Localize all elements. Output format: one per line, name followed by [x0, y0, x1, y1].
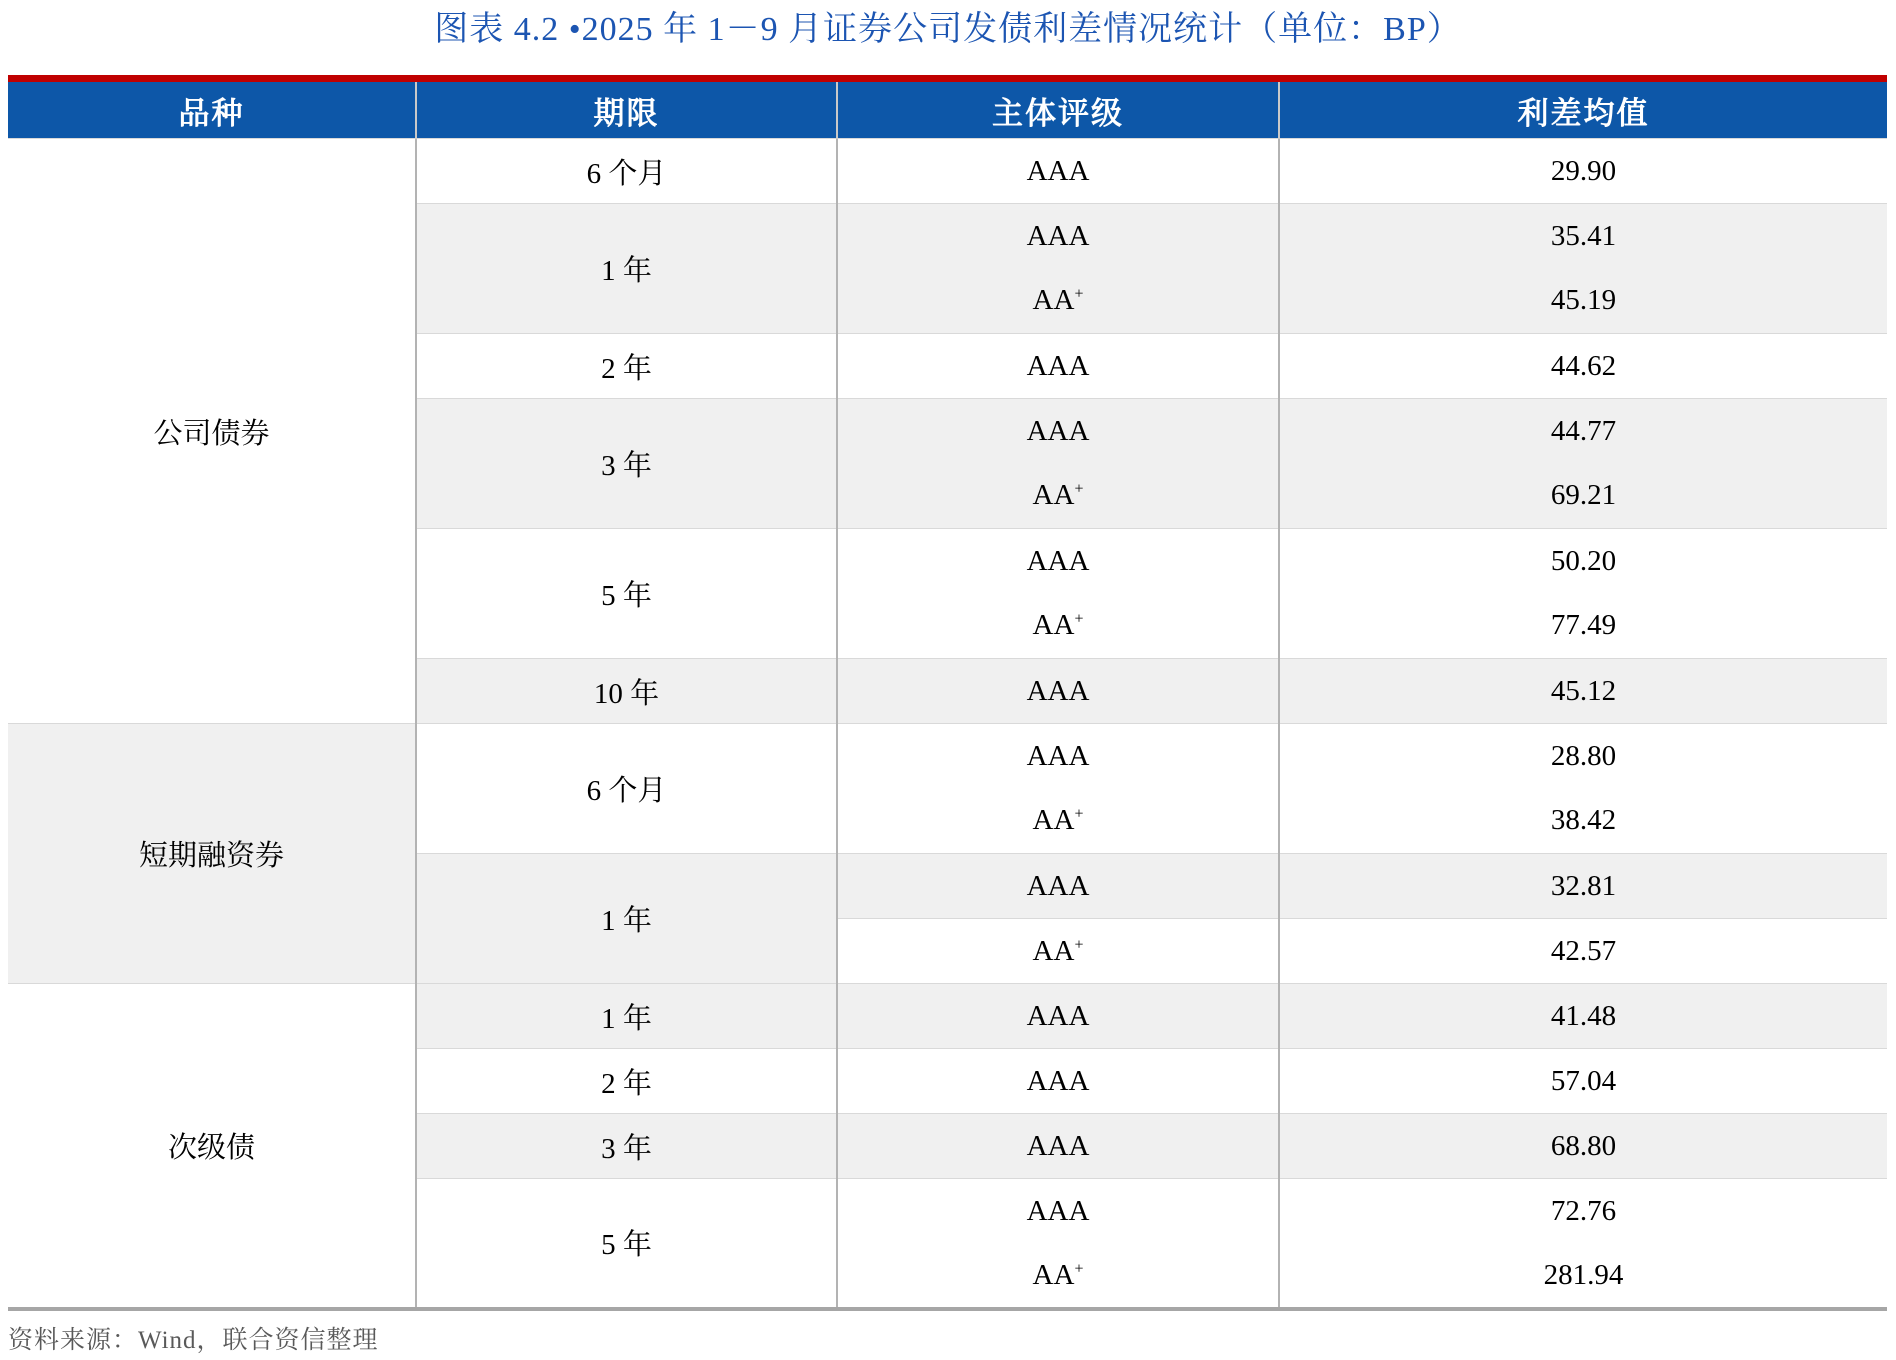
- table-row: [8, 139, 1887, 204]
- spread-cell: 45.12: [1279, 659, 1887, 724]
- table-row: [8, 724, 1887, 789]
- spread-cell: 29.90: [1279, 139, 1887, 204]
- spread-cell: 57.04: [1279, 1049, 1887, 1114]
- spread-cell: 41.48: [1279, 984, 1887, 1049]
- term-cell: 6 个月: [416, 724, 837, 854]
- figure-title: 图表 4.2 •2025 年 1－9 月证券公司发债利差情况统计（单位：BP）: [434, 11, 1462, 48]
- spread-cell: 50.20: [1279, 529, 1887, 594]
- term-cell: 10 年: [416, 659, 837, 724]
- rating-superscript-plus: +: [1074, 1259, 1084, 1277]
- rating-superscript-plus: +: [1074, 285, 1084, 303]
- rating-cell: AA+: [837, 789, 1279, 854]
- col-header-spread: 利差均值: [1279, 79, 1887, 139]
- spread-cell: 44.77: [1279, 399, 1887, 464]
- rating-cell: AAA: [837, 399, 1279, 464]
- spread-cell: 32.81: [1279, 854, 1887, 919]
- rating-cell: AA+: [837, 269, 1279, 334]
- table-row: [8, 984, 1887, 1049]
- col-header-variety: 品种: [8, 79, 416, 139]
- table-body: [8, 139, 1887, 1309]
- rating-cell: AAA: [837, 854, 1279, 919]
- rating-cell: AAA: [837, 659, 1279, 724]
- spread-cell: 72.76: [1279, 1179, 1887, 1244]
- spread-cell: 69.21: [1279, 464, 1887, 529]
- rating-cell: AA+: [837, 1244, 1279, 1309]
- spread-cell: 281.94: [1279, 1244, 1887, 1309]
- term-cell: 5 年: [416, 1179, 837, 1309]
- table-header-row: [8, 79, 1887, 139]
- rating-cell: AAA: [837, 1179, 1279, 1244]
- rating-cell: AA+: [837, 919, 1279, 984]
- spread-cell: 42.57: [1279, 919, 1887, 984]
- spread-cell: 38.42: [1279, 789, 1887, 854]
- variety-cell: 公司债券: [8, 139, 416, 724]
- rating-cell: AAA: [837, 1049, 1279, 1114]
- rating-cell: AAA: [837, 1114, 1279, 1179]
- spread-cell: 35.41: [1279, 204, 1887, 269]
- term-cell: 2 年: [416, 334, 837, 399]
- term-cell: 1 年: [416, 204, 837, 334]
- col-header-rating: 主体评级: [837, 79, 1279, 139]
- variety-cell: 短期融资券: [8, 724, 416, 984]
- term-cell: 3 年: [416, 399, 837, 529]
- col-header-term: 期限: [416, 79, 837, 139]
- spread-table: [8, 75, 1887, 1311]
- spread-cell: 28.80: [1279, 724, 1887, 789]
- rating-superscript-plus: +: [1074, 610, 1084, 628]
- rating-cell: AA+: [837, 594, 1279, 659]
- term-cell: 5 年: [416, 529, 837, 659]
- term-cell: 2 年: [416, 1049, 837, 1114]
- rating-superscript-plus: +: [1074, 805, 1084, 823]
- rating-cell: AA+: [837, 464, 1279, 529]
- term-cell: 1 年: [416, 984, 837, 1049]
- rating-cell: AAA: [837, 724, 1279, 789]
- rating-cell: AAA: [837, 334, 1279, 399]
- spread-cell: 77.49: [1279, 594, 1887, 659]
- term-cell: 1 年: [416, 854, 837, 984]
- rating-cell: AAA: [837, 204, 1279, 269]
- rating-cell: AAA: [837, 139, 1279, 204]
- spread-cell: 68.80: [1279, 1114, 1887, 1179]
- spread-table-container: [8, 75, 1887, 1311]
- source-note: 资料来源：Wind，联合资信整理: [8, 1327, 379, 1354]
- rating-superscript-plus: +: [1074, 935, 1084, 953]
- spread-cell: 44.62: [1279, 334, 1887, 399]
- variety-cell: 次级债: [8, 984, 416, 1309]
- rating-cell: AAA: [837, 984, 1279, 1049]
- spread-cell: 45.19: [1279, 269, 1887, 334]
- term-cell: 3 年: [416, 1114, 837, 1179]
- term-cell: 6 个月: [416, 139, 837, 204]
- rating-superscript-plus: +: [1074, 480, 1084, 498]
- rating-cell: AAA: [837, 529, 1279, 594]
